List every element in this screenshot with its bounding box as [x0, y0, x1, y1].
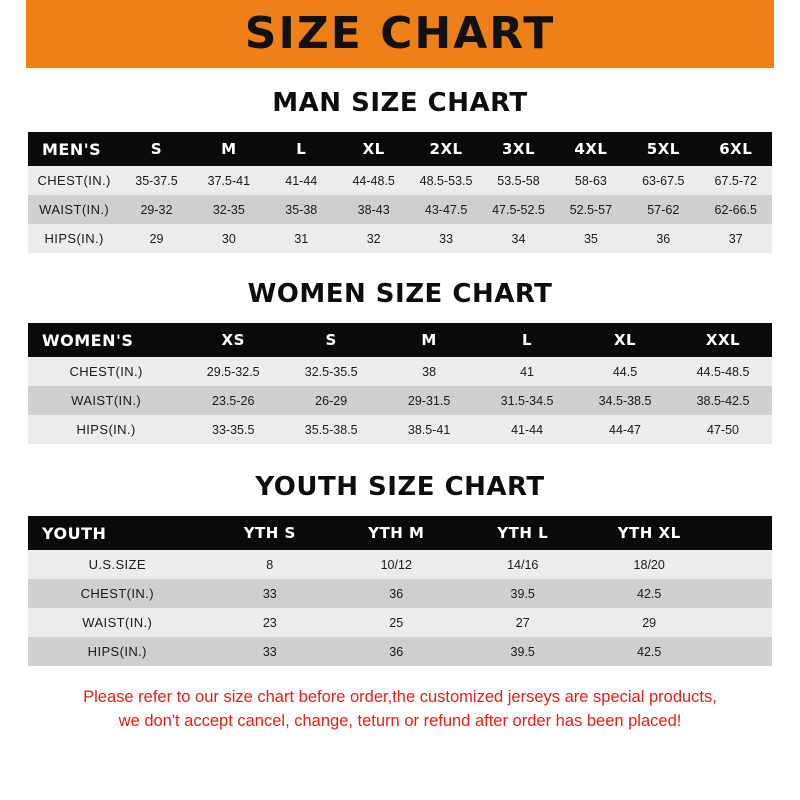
- banner-left-notch: [0, 0, 26, 68]
- youth-cell-0-0: 8: [207, 550, 333, 579]
- youth-cell-3-3: 42.5: [586, 637, 712, 666]
- women-col-6: XXL: [674, 323, 772, 357]
- man-row-label-0: CHEST(IN.): [28, 166, 120, 195]
- man-row-label-2: HIPS(IN.): [28, 224, 120, 253]
- women-cell-2-5: 47-50: [674, 415, 772, 444]
- man-row-label-1: WAIST(IN.): [28, 195, 120, 224]
- man-cell-1-7: 57-62: [627, 195, 699, 224]
- man-cell-0-2: 41-44: [265, 166, 337, 195]
- youth-row-label-1: CHEST(IN.): [28, 579, 207, 608]
- youth-cell-0-spacer: [712, 550, 772, 579]
- youth-col-spacer: [712, 516, 772, 550]
- women-cell-1-1: 26-29: [282, 386, 380, 415]
- man-cell-2-4: 33: [410, 224, 482, 253]
- man-col-1: S: [120, 132, 192, 166]
- youth-col-3: YTH L: [459, 516, 585, 550]
- man-cell-0-5: 53.5-58: [482, 166, 554, 195]
- order-policy-note-line-2: we don't accept cancel, change, teturn or refund after order has been placed!: [118, 711, 682, 730]
- women-col-2: S: [282, 323, 380, 357]
- youth-cell-0-3: 18/20: [586, 550, 712, 579]
- youth-col-1: YTH S: [207, 516, 333, 550]
- women-cell-2-4: 44-47: [576, 415, 674, 444]
- man-col-7: 4XL: [555, 132, 627, 166]
- man-cell-1-2: 35-38: [265, 195, 337, 224]
- page-title: SIZE CHART: [244, 8, 556, 59]
- youth-col-2: YTH M: [333, 516, 459, 550]
- man-cell-1-1: 32-35: [193, 195, 265, 224]
- youth-cell-1-2: 39.5: [459, 579, 585, 608]
- man-cell-0-3: 44-48.5: [337, 166, 409, 195]
- youth-row-label-3: HIPS(IN.): [28, 637, 207, 666]
- women-cell-0-0: 29.5-32.5: [184, 357, 282, 386]
- women-row-label-0: CHEST(IN.): [28, 357, 184, 386]
- youth-cell-3-0: 33: [207, 637, 333, 666]
- table-row: [28, 550, 772, 579]
- man-cell-2-1: 30: [193, 224, 265, 253]
- youth-cell-2-3: 29: [586, 608, 712, 637]
- youth-cell-2-spacer: [712, 608, 772, 637]
- order-policy-note-line-1: Please refer to our size chart before order,the customized jerseys are special products,: [83, 688, 717, 706]
- women-cell-1-3: 31.5-34.5: [478, 386, 576, 415]
- man-cell-1-8: 62-66.5: [700, 195, 773, 224]
- women-cell-2-2: 38.5-41: [380, 415, 478, 444]
- man-table-wrap: [0, 132, 800, 253]
- youth-cell-2-0: 23: [207, 608, 333, 637]
- women-cell-2-1: 35.5-38.5: [282, 415, 380, 444]
- youth-cell-1-3: 42.5: [586, 579, 712, 608]
- section-title-youth: YOUTH SIZE CHART: [255, 472, 545, 502]
- table-row: [28, 357, 772, 386]
- section-title-women: WOMEN SIZE CHART: [247, 279, 553, 309]
- women-table-wrap: [0, 323, 800, 444]
- women-col-4: L: [478, 323, 576, 357]
- man-cell-1-5: 47.5-52.5: [482, 195, 554, 224]
- man-cell-1-6: 52.5-57: [555, 195, 627, 224]
- women-cell-0-5: 44.5-48.5: [674, 357, 772, 386]
- women-cell-1-4: 34.5-38.5: [576, 386, 674, 415]
- youth-row-label-2: WAIST(IN.): [28, 608, 207, 637]
- order-policy-note: [0, 686, 800, 734]
- youth-cell-1-spacer: [712, 579, 772, 608]
- header-banner: [0, 0, 800, 68]
- women-col-5: XL: [576, 323, 674, 357]
- man-size-table: [28, 132, 772, 253]
- man-cell-2-0: 29: [120, 224, 192, 253]
- man-cell-2-3: 32: [337, 224, 409, 253]
- man-cell-2-7: 36: [627, 224, 699, 253]
- youth-cell-1-0: 33: [207, 579, 333, 608]
- table-row: [28, 579, 772, 608]
- women-cell-0-1: 32.5-35.5: [282, 357, 380, 386]
- youth-table-body: [28, 550, 772, 666]
- women-cell-1-2: 29-31.5: [380, 386, 478, 415]
- youth-cell-0-2: 14/16: [459, 550, 585, 579]
- youth-row-header-label: YOUTH: [28, 516, 207, 550]
- youth-cell-3-2: 39.5: [459, 637, 585, 666]
- youth-cell-3-1: 36: [333, 637, 459, 666]
- table-row: [28, 386, 772, 415]
- man-cell-2-2: 31: [265, 224, 337, 253]
- women-table-body: [28, 357, 772, 444]
- man-cell-2-5: 34: [482, 224, 554, 253]
- man-row-header-label: MEN'S: [28, 132, 120, 166]
- youth-row-label-0: U.S.SIZE: [28, 550, 207, 579]
- man-cell-0-0: 35-37.5: [120, 166, 192, 195]
- women-cell-1-5: 38.5-42.5: [674, 386, 772, 415]
- women-table-head: [28, 323, 772, 357]
- youth-table-wrap: [0, 516, 800, 666]
- table-header-row: [28, 132, 772, 166]
- youth-cell-0-1: 10/12: [333, 550, 459, 579]
- youth-cell-3-spacer: [712, 637, 772, 666]
- youth-table-head: [28, 516, 772, 550]
- man-cell-1-3: 38-43: [337, 195, 409, 224]
- man-col-9: 6XL: [700, 132, 773, 166]
- man-col-8: 5XL: [627, 132, 699, 166]
- banner-right-notch: [774, 0, 800, 68]
- man-col-2: M: [193, 132, 265, 166]
- table-row: [28, 166, 772, 195]
- man-col-6: 3XL: [482, 132, 554, 166]
- man-cell-0-8: 67.5-72: [700, 166, 773, 195]
- table-row: [28, 415, 772, 444]
- man-col-4: XL: [337, 132, 409, 166]
- man-cell-0-7: 63-67.5: [627, 166, 699, 195]
- youth-cell-1-1: 36: [333, 579, 459, 608]
- table-header-row: [28, 323, 772, 357]
- table-row: [28, 608, 772, 637]
- man-cell-1-0: 29-32: [120, 195, 192, 224]
- women-cell-1-0: 23.5-26: [184, 386, 282, 415]
- women-row-label-2: HIPS(IN.): [28, 415, 184, 444]
- man-cell-2-6: 35: [555, 224, 627, 253]
- youth-size-table: [28, 516, 772, 666]
- youth-cell-2-1: 25: [333, 608, 459, 637]
- women-cell-2-3: 41-44: [478, 415, 576, 444]
- table-row: [28, 224, 772, 253]
- man-table-head: [28, 132, 772, 166]
- women-col-1: XS: [184, 323, 282, 357]
- women-col-3: M: [380, 323, 478, 357]
- women-cell-0-4: 44.5: [576, 357, 674, 386]
- man-cell-0-4: 48.5-53.5: [410, 166, 482, 195]
- table-header-row: [28, 516, 772, 550]
- man-col-3: L: [265, 132, 337, 166]
- women-row-header-label: WOMEN'S: [28, 323, 184, 357]
- women-size-table: [28, 323, 772, 444]
- women-row-label-1: WAIST(IN.): [28, 386, 184, 415]
- women-cell-0-3: 41: [478, 357, 576, 386]
- man-cell-2-8: 37: [700, 224, 773, 253]
- women-cell-2-0: 33-35.5: [184, 415, 282, 444]
- women-cell-0-2: 38: [380, 357, 478, 386]
- youth-col-4: YTH XL: [586, 516, 712, 550]
- man-table-body: [28, 166, 772, 253]
- banner-inner: [26, 0, 774, 68]
- table-row: [28, 637, 772, 666]
- man-cell-1-4: 43-47.5: [410, 195, 482, 224]
- youth-cell-2-2: 27: [459, 608, 585, 637]
- man-col-5: 2XL: [410, 132, 482, 166]
- table-row: [28, 195, 772, 224]
- man-cell-0-6: 58-63: [555, 166, 627, 195]
- section-title-man: MAN SIZE CHART: [272, 88, 528, 118]
- man-cell-0-1: 37.5-41: [193, 166, 265, 195]
